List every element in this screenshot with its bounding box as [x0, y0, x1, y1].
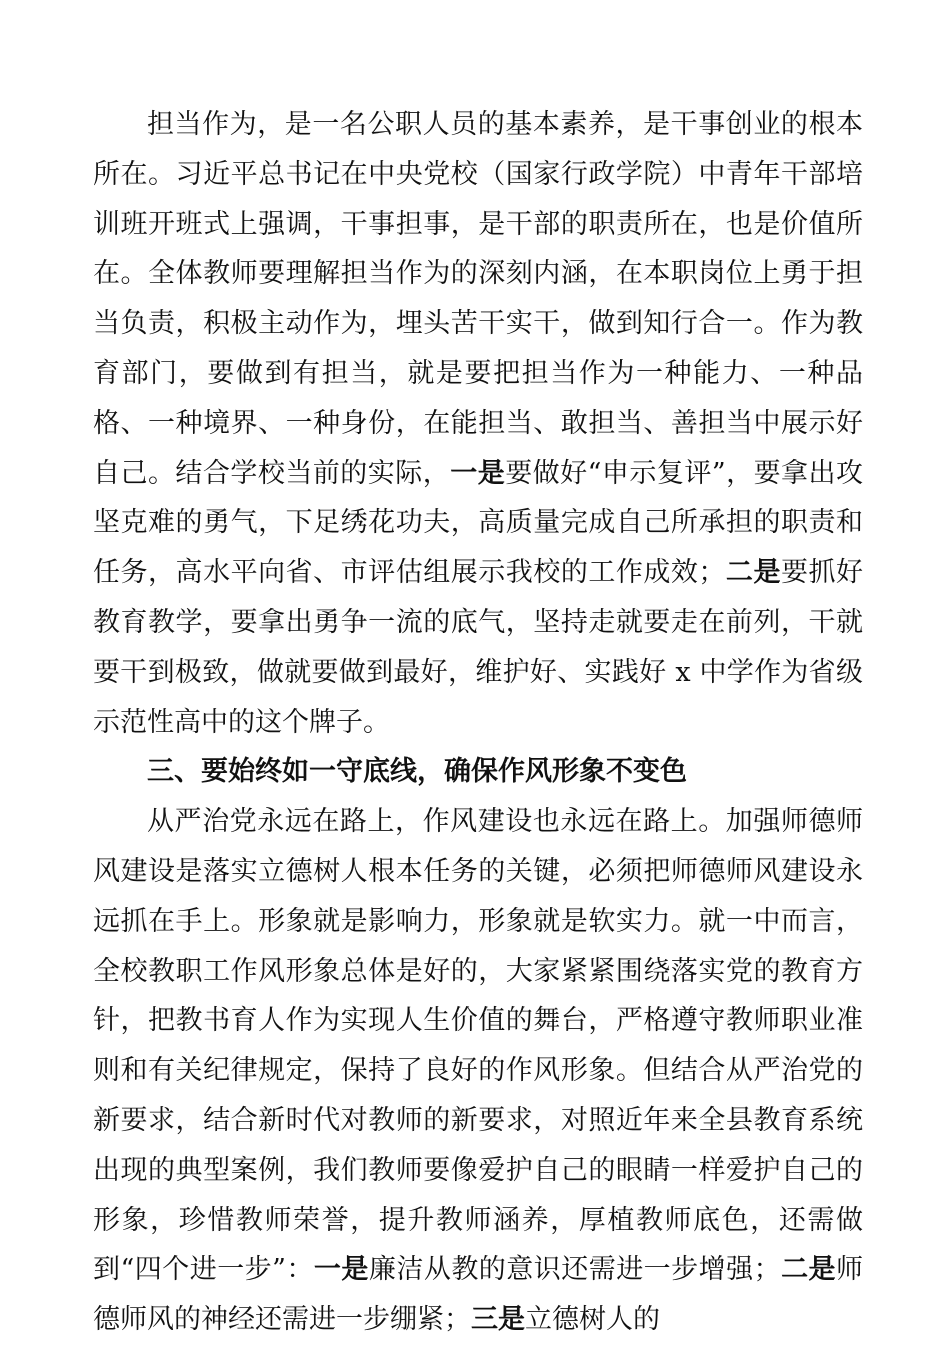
- document-body: [93, 100, 863, 1345]
- section-heading: 三、要始终如一守底线，确保作风形象不变色: [147, 756, 687, 788]
- paragraph-text: 要做好“申示复评”，要拿出攻坚克难的勇气，下足绣花功夫，高质量完成自己所承担的职责和任务，高水平向省、市评估组展示我校的工作成效；: [93, 457, 864, 589]
- paragraph-text: 从严治党永远在路上，作风建设也永远在路上。加强师德师风建设是落实立德树人根本任务的关键，必须把师德师风建设永远抓在手上。形象就是影响力，形象就是软实力。就一中而言，全校教职工作风形象总体是好的，大家紧紧围绕落实党的教育方针，把教书育人作为实现人生价值的舞台，严格遵守教师职业准则和有关纪律规定，保持了良好的作风形象。但结合从严治党的新要求，结合新时代对教师的新要求，对照近年来全县教育系统出现的典型案例，我们教师要像爱护自己的眼睛一样爱护自己的形象，珍惜教师荣誉，提升教师涵养，厚植教师底色，还需做到“四个进一步”：: [93, 806, 863, 1286]
- paragraph-text: 立德树人的: [525, 1304, 660, 1336]
- paragraph-taking-responsibility: [93, 100, 863, 747]
- paragraph-text: 师德师风的神经还需进一步绷紧；: [93, 1254, 864, 1336]
- bold-marker-first: 一是: [313, 1254, 369, 1286]
- bold-marker-second: 二是: [780, 1254, 837, 1286]
- paragraph-text: 担当作为，是一名公职人员的基本素养，是干事创业的根本所在。习近平总书记在中央党校（国家行政学院）中青年干部培训班开班式上强调，干事担事，是干部的职责所在，也是价值所在。全体教师要理解担当作为的深刻内涵，在本职岗位上勇于担当负责，积极主动作为，埋头苦干实干，做到知行合一。作为教育部门，要做到有担当，就是要把担当作为一种能力、一种品格、一种境界、一种身份，在能担当、敢担当、善担当中展示好自己。结合学校当前的实际，: [93, 109, 863, 489]
- bold-marker-first: 一是: [450, 457, 506, 489]
- bold-marker-third: 三是: [471, 1304, 525, 1336]
- paragraph-text: 要抓好教育教学，要拿出勇争一流的底气，坚持走就要走在前列，干就要干到极致，做就要做到最好，维护好、实践好 x 中学作为省级示范性高中的这个牌子。: [93, 557, 864, 738]
- bold-marker-second: 二是: [725, 557, 781, 589]
- paragraph-text: 廉洁从教的意识还需进一步增强；: [368, 1254, 781, 1286]
- paragraph-style-image: [93, 797, 863, 1345]
